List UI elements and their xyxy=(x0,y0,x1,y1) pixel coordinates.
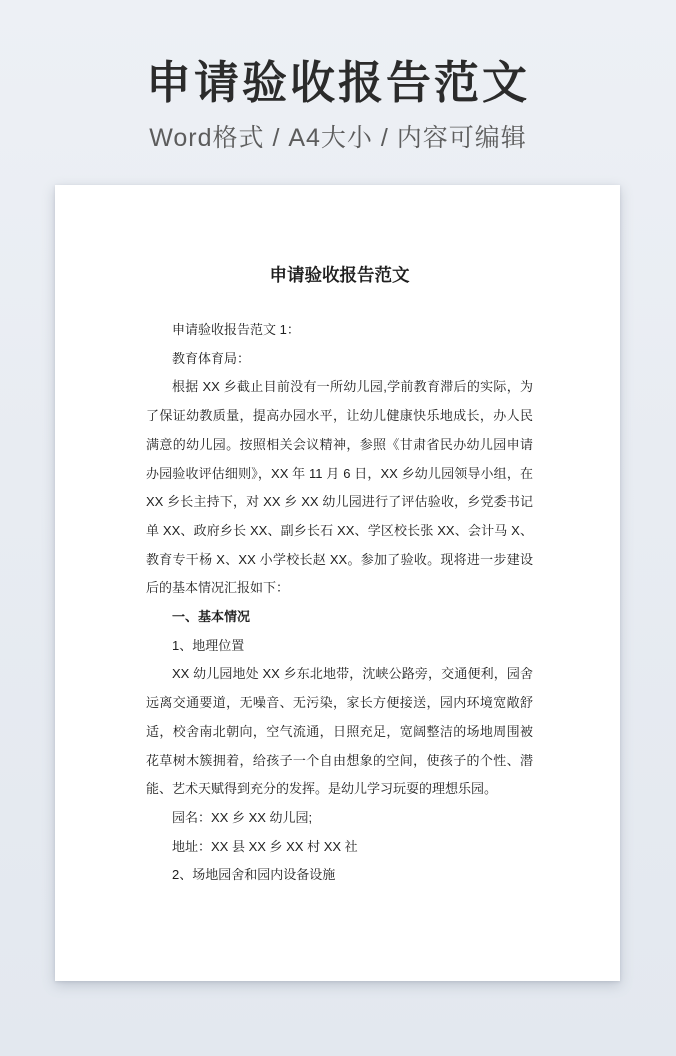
document-paragraph: 2、场地园舍和园内设备设施 xyxy=(172,867,336,883)
document-title: 申请验收报告范文 xyxy=(269,265,410,285)
document-paragraph: 教育体育局： xyxy=(172,350,251,366)
document-paragraph: 一、基本情况 xyxy=(172,609,251,625)
document-body xyxy=(146,316,533,890)
document-paragraph: 地址：XX 县 XX 乡 XX 村 XX 社 xyxy=(172,838,358,854)
document-paragraph: 1、地理位置 xyxy=(172,637,245,653)
page-title: 申请验收报告范文 xyxy=(145,57,530,108)
page-subtitle: Word格式 / A4大小 / 内容可编辑 xyxy=(149,124,527,153)
header xyxy=(0,0,676,154)
document-paragraph: XX 幼儿园地处 XX 乡东北地带，沈峡公路旁，交通便利，园舍远离交通要道，无噪音、无污染，家长方便接送，园内环境宽敞舒适，校舍南北朝向，空气流通，日照充足，宽阔整洁的场地周围被花草树木簇拥着，给孩子一个自由想象的空间，使孩子的个性、潜能、艺术天赋得到充分的发挥。是幼儿学习玩耍的理想乐园。 xyxy=(146,666,533,797)
document-paragraph: 根据 XX 乡截止目前没有一所幼儿园,学前教育滞后的实际，为了保证幼教质量，提高办园水平，让幼儿健康快乐地成长，办人民满意的幼儿园。按照相关会议精神，参照《甘肃省民办幼儿园申请办园验收评估细则》，XX 年 11 月 6 日，XX 乡幼儿园领导小组，在 XX 乡长主持下，对 XX 乡 XX 幼儿园进行了评估验收，乡党委书记单 XX、政府乡长 XX、副乡长石 XX、学区校长张 XX、会计马 X、教育专干杨 X、XX 小学校长赵 XX。参加了验收。现将进一步建设后的基本情况汇报如下： xyxy=(146,379,533,596)
document-page xyxy=(55,185,620,981)
document-paragraph: 园名：XX 乡 XX 幼儿园; xyxy=(172,809,313,825)
document-paragraph: 申请验收报告范文 1： xyxy=(172,322,300,337)
